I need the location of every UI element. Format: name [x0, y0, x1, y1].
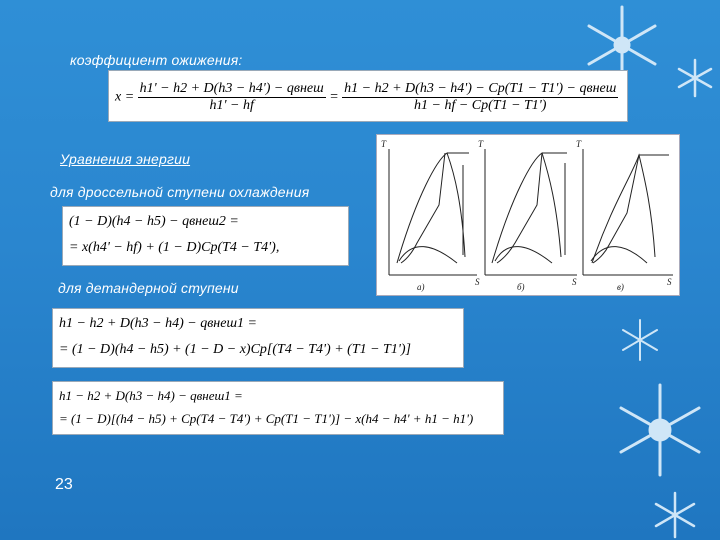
axis-s-c: S — [667, 277, 672, 287]
fraction-2-denominator: h1 − hf − Cp(T1 − T1') — [414, 98, 547, 113]
diagram-panel-b — [485, 149, 577, 275]
expander1-line-1: h1 − h2 + D(h3 − h4) − qвнеш1 = — [59, 316, 257, 331]
formula-x-eq: x = — [115, 89, 135, 105]
formula-fraction-2 — [342, 81, 618, 114]
formula-fraction-1 — [138, 81, 326, 114]
expander1-line-2: = (1 − D)(h4 − h5) + (1 − D − x)Cp[(T4 − T4') + (T1 − T1')] — [59, 342, 411, 357]
expander2-line-1: h1 − h2 + D(h3 − h4) − qвнеш1 = — [59, 388, 243, 403]
axis-s-b: S — [572, 277, 577, 287]
axis-t-c: T — [576, 139, 582, 149]
ts-diagram-graphic — [377, 135, 679, 295]
energy-title: Уравнения энергии — [60, 151, 191, 167]
formula-coefficient — [108, 70, 628, 122]
throttle-line-2: = x(h4' − hf) + (1 − D)Cp(T4 − T4'), — [69, 240, 280, 255]
throttle-line-1: (1 − D)(h4 − h5) − qвнеш2 = — [69, 214, 239, 229]
fraction-1-denominator: h1' − hf — [209, 98, 254, 113]
throttle-label: для дроссельной ступени охлаждения — [50, 184, 310, 200]
panel-label-a: а) — [417, 282, 425, 292]
panel-label-b: б) — [517, 282, 525, 292]
axis-s-a: S — [475, 277, 480, 287]
fraction-2-numerator: h1 − h2 + D(h3 − h4') − Cp(T1 − T1') − qвнеш — [344, 81, 617, 96]
formula-eq2: = — [329, 89, 339, 105]
diagram-panel-c — [583, 149, 673, 275]
formula-expander-2 — [52, 381, 504, 435]
expander2-line-2: = (1 − D)[(h4 − h5) + Cp(T4 − T4') + Cp(T1 − T1')] − x(h4 − h4' + h1 − h1') — [59, 411, 474, 426]
axis-t-a: T — [381, 139, 387, 149]
expander-label: для детандерной ступени — [58, 280, 239, 296]
axis-t-b: T — [478, 139, 484, 149]
formula-throttle — [62, 206, 349, 266]
page-number: 23 — [55, 476, 73, 493]
diagram-panel-a — [389, 149, 477, 275]
formula-expander-1 — [52, 308, 464, 368]
heading-text: коэффициент ожижения: — [70, 52, 243, 68]
snowflake-icon-bottom-right — [600, 300, 720, 540]
fraction-1-numerator: h1' − h2 + D(h3 − h4') − qвнеш — [139, 81, 324, 96]
ts-diagram — [376, 134, 680, 296]
panel-label-c: в) — [617, 282, 624, 292]
